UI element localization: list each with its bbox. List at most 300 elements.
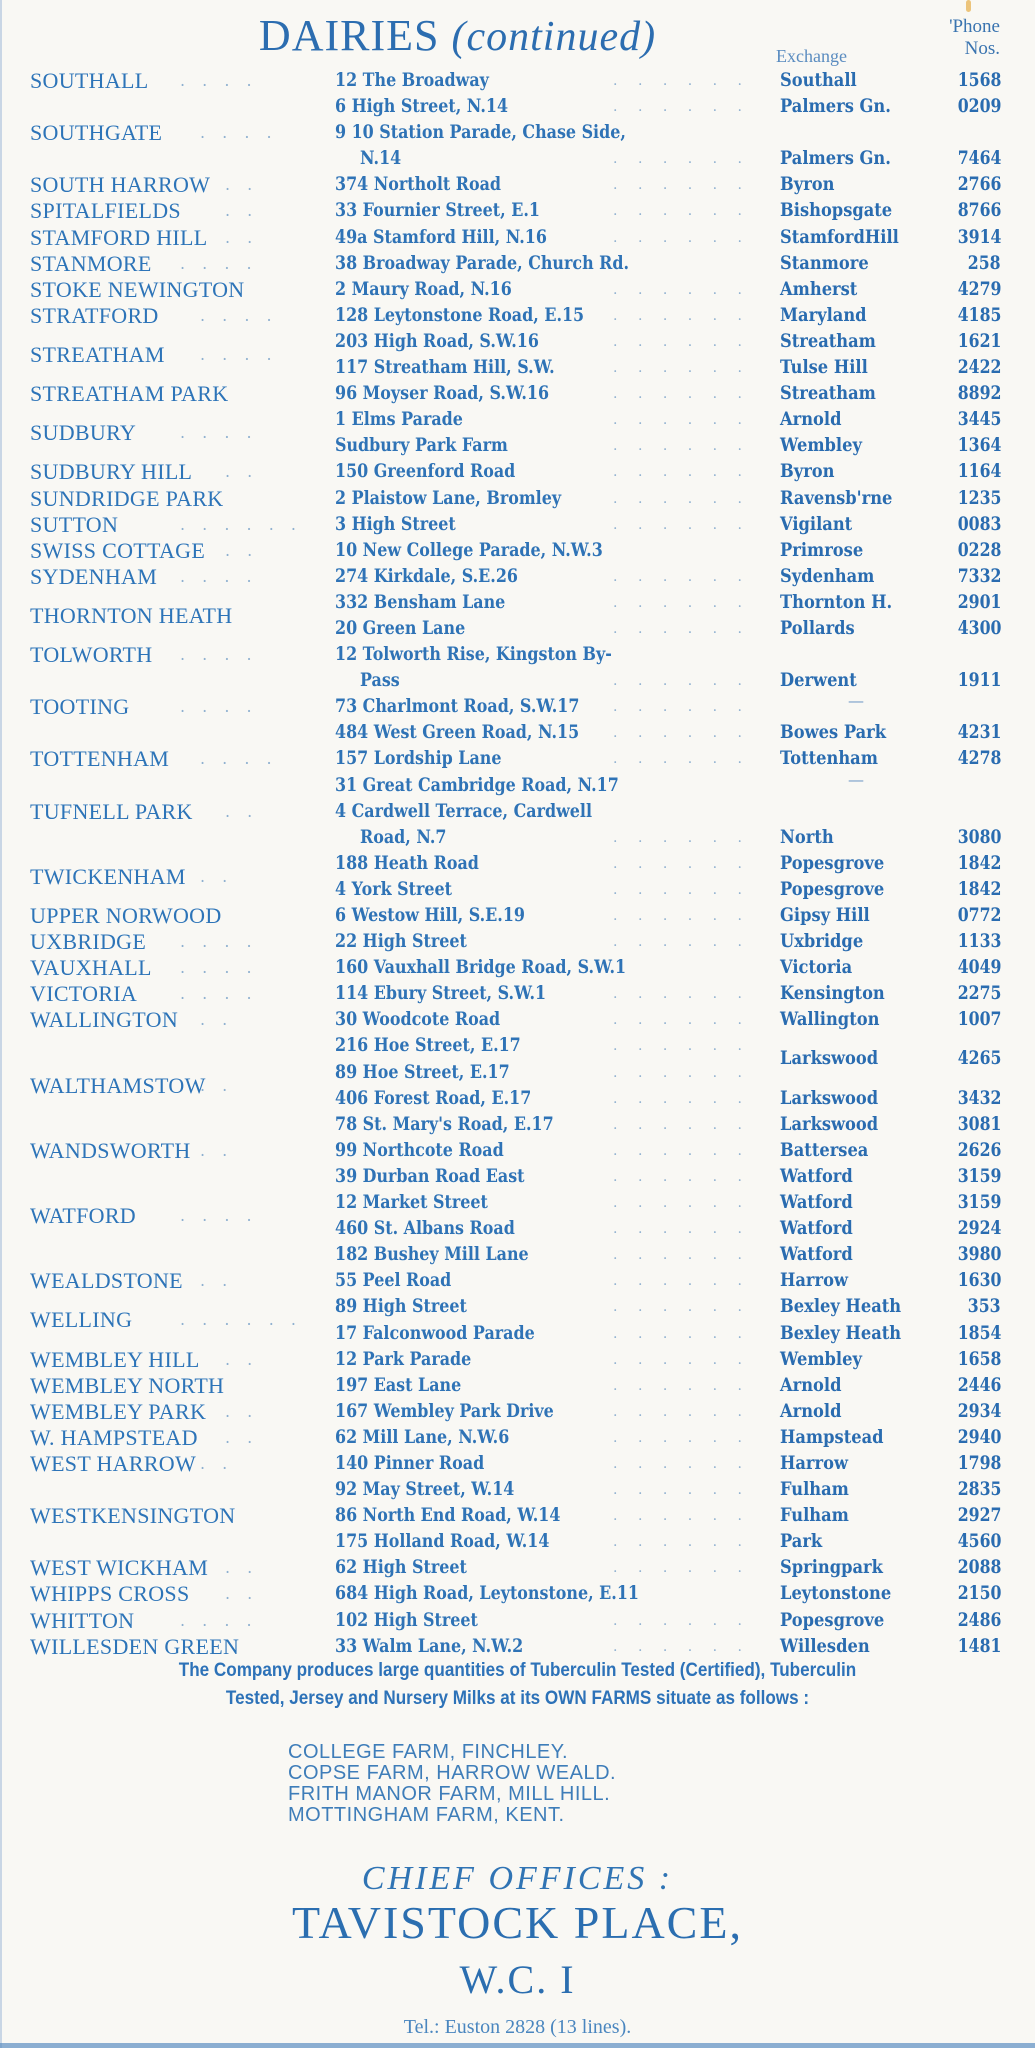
phone-number: 1630 <box>957 1270 1001 1292</box>
leader-dots: . . . . . . <box>613 673 750 690</box>
phone-number: 7332 <box>957 565 1001 587</box>
phone-number: 2835 <box>957 1479 1001 1501</box>
table-row <box>0 1451 1035 1477</box>
district-name: TUFNELL PARK <box>30 798 193 824</box>
phone-number: 3445 <box>957 409 1001 431</box>
district-name: WEMBLEY PARK <box>30 1398 207 1424</box>
dairy-address: 12 The Broadway <box>335 70 489 91</box>
dairy-address: 114 Ebury Street, S.W.1 <box>335 983 547 1005</box>
phone-number: 3914 <box>957 226 1001 248</box>
phone-exchange: Wembley <box>780 1348 862 1370</box>
phone-number: 2901 <box>957 591 1001 613</box>
table-row <box>0 251 1035 277</box>
dairy-address: Road, N.7 <box>360 826 447 848</box>
phone-exchange: Pollards <box>780 617 855 639</box>
farm-item: MOTTINGHAM FARM, KENT. <box>288 1804 565 1826</box>
table-row <box>0 146 1035 172</box>
farms-note-line-2: Tested, Jersey and Nursery Milks at its OWN FARMS situate as follows : <box>225 1688 810 1709</box>
district-name: SOUTH HARROW <box>30 172 211 198</box>
leader-dots: . . . . . . <box>613 1116 750 1133</box>
phone-number: 1854 <box>957 1322 1001 1344</box>
table-row <box>0 486 1035 512</box>
leader-dots: . . . . <box>200 123 278 143</box>
dairy-address: 6 High Street, N.14 <box>335 96 509 118</box>
phone-number: 2626 <box>957 1139 1001 1161</box>
leader-dots: . . . . . . <box>613 1142 750 1159</box>
page-title <box>0 10 1035 61</box>
dairy-address: 6 Westow Hill, S.E.19 <box>335 905 525 926</box>
district-name: WANDSWORTH <box>30 1137 191 1163</box>
phone-exchange: Popesgrove <box>780 852 885 874</box>
table-row <box>0 668 1035 694</box>
phone-exchange: Arnold <box>780 1400 842 1422</box>
phone-exchange: Derwent <box>780 670 857 692</box>
phone-number: 0228 <box>957 539 1001 561</box>
district-name: SUDBURY <box>30 420 137 446</box>
phone-number: 2486 <box>957 1609 1001 1631</box>
phone-number: 4300 <box>957 617 1001 639</box>
phone-exchange: Fulham <box>780 1479 849 1501</box>
table-row <box>0 433 1035 459</box>
leader-dots: . . . . . . <box>613 281 750 298</box>
phone-number: 1842 <box>957 852 1001 874</box>
phone-number: 1621 <box>957 330 1001 352</box>
phone-number: 1133 <box>957 931 1001 953</box>
phone-exchange: Bexley Heath <box>780 1296 902 1318</box>
dairy-address: 62 High Street <box>335 1557 467 1579</box>
chief-offices-heading: CHIEF OFFICES : <box>361 1860 674 1897</box>
table-row <box>0 303 1035 329</box>
phone-exchange: Larkswood <box>780 1087 879 1109</box>
dairy-address: 160 Vauxhall Bridge Road, S.W.1 <box>335 957 627 979</box>
table-row <box>0 1268 1035 1294</box>
dairy-address: N.14 <box>360 148 402 170</box>
table-row <box>0 94 1035 120</box>
phone-exchange: Southall <box>780 70 857 91</box>
dairy-address: 33 Fournier Street, E.1 <box>335 200 540 222</box>
dairy-address: 78 St. Mary's Road, E.17 <box>335 1113 554 1135</box>
dairy-address: 1 Elms Parade <box>335 409 463 431</box>
dairy-address: 17 Falconwood Parade <box>335 1322 535 1344</box>
leader-dots: . . . . . . <box>613 438 750 455</box>
district-name: WEALDSTONE <box>30 1268 183 1294</box>
no-phone-dash: — <box>848 691 864 711</box>
leader-dots: . . . . . . <box>613 1325 750 1342</box>
table-row <box>0 642 1035 668</box>
table-row <box>0 877 1035 903</box>
dairy-address: 10 New College Parade, N.W.3 <box>335 539 603 561</box>
table-row <box>0 68 1035 94</box>
leader-dots: . . <box>200 1140 234 1160</box>
district-name: WALLINGTON <box>30 1007 179 1033</box>
leader-dots: . . <box>225 1558 259 1578</box>
district-name: SWISS COTTAGE <box>30 537 206 563</box>
leader-dots: . . . . . . <box>613 751 750 768</box>
dairy-address: 406 Forest Road, E.17 <box>335 1087 532 1109</box>
leader-dots: . . . . . . <box>613 1377 750 1394</box>
district-name: TWICKENHAM <box>30 863 186 889</box>
dairy-address: 2 Plaistow Lane, Bromley <box>335 487 562 509</box>
phone-number: 3080 <box>957 826 1001 848</box>
leader-dots: . . . . . . <box>613 1299 750 1316</box>
dairy-address: 49a Stamford Hill, N.16 <box>335 226 547 248</box>
phone-exchange: Battersea <box>780 1139 869 1161</box>
district-name: SUTTON <box>30 511 119 537</box>
district-name: SOUTHGATE <box>30 120 163 146</box>
leader-dots: . . . . . . <box>180 1310 302 1330</box>
dairy-address: 39 Durban Road East <box>335 1165 525 1187</box>
leader-dots: . . <box>200 866 234 886</box>
district-name: W. HAMPSTEAD <box>30 1424 198 1450</box>
table-row <box>0 955 1035 981</box>
leader-dots: . . . . . . <box>613 1534 750 1551</box>
dairy-address: 12 Tolworth Rise, Kingston By- <box>335 644 612 666</box>
phone-exchange: Tulse Hill <box>780 357 868 379</box>
leader-dots: . . . . . . <box>613 307 750 324</box>
phone-number: 4185 <box>957 304 1001 326</box>
table-row <box>0 1399 1035 1425</box>
district-name: THORNTON HEATH <box>30 602 233 628</box>
title-suffix: (continued) <box>451 14 657 60</box>
phone-exchange: Byron <box>780 174 835 196</box>
district-name: SOUTHALL <box>30 68 149 93</box>
table-row <box>0 1007 1035 1033</box>
table-row <box>0 1347 1035 1373</box>
phone-number: 1798 <box>957 1452 1001 1474</box>
farm-item: COLLEGE FARM, FINCHLEY. <box>288 1741 569 1763</box>
dairy-address: 62 Mill Lane, N.W.6 <box>335 1426 510 1448</box>
district-name: WEMBLEY HILL <box>30 1346 200 1372</box>
leader-dots: . . . . . . <box>613 1482 750 1499</box>
table-row <box>0 929 1035 955</box>
dairy-address: 55 Peel Road <box>335 1270 452 1292</box>
leader-dots: . . . . . . <box>613 1012 750 1029</box>
phone-exchange: Kensington <box>780 983 885 1005</box>
leader-dots: . . . . . . <box>613 151 750 168</box>
table-row <box>0 1477 1035 1503</box>
leader-dots: . . . . <box>180 1610 258 1630</box>
farm-item: COPSE FARM, HARROW WEALD. <box>288 1762 617 1784</box>
leader-dots: . . . . . . <box>613 1090 750 1107</box>
leader-dots: . . . . . . <box>613 464 750 481</box>
phone-exchange: Park <box>780 1531 823 1553</box>
dairy-address: 128 Leytonstone Road, E.15 <box>335 304 585 326</box>
phone-number: 1364 <box>957 435 1001 457</box>
phone-number: 2934 <box>957 1400 1001 1422</box>
leader-dots: . . . . . . <box>613 934 750 951</box>
phone-number: 7464 <box>957 148 1001 170</box>
phone-number: 2446 <box>957 1374 1001 1396</box>
phone-exchange: North <box>780 826 834 848</box>
dairy-address: 216 Hoe Street, E.17 <box>335 1035 521 1057</box>
phone-number: 3432 <box>957 1087 1001 1109</box>
district-name: SUDBURY HILL <box>30 459 193 485</box>
phone-number: 2766 <box>957 174 1001 196</box>
phone-exchange: Springpark <box>780 1557 883 1579</box>
leader-dots: . . . . . . <box>613 829 750 846</box>
dairy-address: 4 Cardwell Terrace, Cardwell <box>335 800 593 822</box>
phone-number: 3980 <box>957 1244 1001 1266</box>
table-row <box>0 1634 1035 1660</box>
phone-exchange: Larkswood <box>780 1113 879 1135</box>
phone-exchange: Primrose <box>780 539 864 561</box>
dairy-address: 33 Walm Lane, N.W.2 <box>335 1635 524 1657</box>
no-phone-dash: — <box>848 769 864 789</box>
district-name: VICTORIA <box>30 981 138 1007</box>
dairy-address: 167 Wembley Park Drive <box>335 1400 554 1422</box>
leader-dots: . . <box>225 175 259 195</box>
dairy-address: 12 Park Parade <box>335 1348 472 1370</box>
phone-exchange: Larkswood <box>780 1048 879 1070</box>
phone-exchange: Ravensb'rne <box>780 487 893 509</box>
district-name: WESTKENSINGTON <box>30 1503 236 1529</box>
leader-dots: . . <box>200 1453 234 1473</box>
leader-dots: . . . . . . <box>613 881 750 898</box>
phone-number: 2275 <box>957 983 1001 1005</box>
district-name: STANMORE <box>30 250 152 276</box>
leader-dots: . . . . . . <box>613 1612 750 1629</box>
leader-dots: . . . . <box>180 423 258 443</box>
phone-number: 2927 <box>957 1505 1001 1527</box>
phone-exchange: Uxbridge <box>780 931 864 953</box>
dairy-address: 274 Kirkdale, S.E.26 <box>335 565 518 587</box>
district-name: STOKE NEWINGTON <box>30 276 245 302</box>
district-name: WHIPPS CROSS <box>30 1581 190 1607</box>
farms-list <box>288 1742 616 1826</box>
phone-number: 1007 <box>957 1009 1001 1031</box>
dairy-address: 96 Moyser Road, S.W.16 <box>335 383 550 405</box>
phone-exchange: Watford <box>780 1192 853 1214</box>
leader-dots: . . . . . . <box>613 986 750 1003</box>
dairy-address: 188 Heath Road <box>335 852 479 874</box>
leader-dots: . . . . . . <box>613 490 750 507</box>
table-row <box>0 616 1035 642</box>
table-row <box>0 1033 1035 1070</box>
phone-exchange: Popesgrove <box>780 1609 885 1631</box>
phone-number: 1911 <box>957 670 1001 692</box>
leader-dots: . . <box>225 462 259 482</box>
leader-dots: . . <box>225 227 259 247</box>
leader-dots: . . <box>225 1401 259 1421</box>
phone-exchange: Gipsy Hill <box>780 905 870 926</box>
leader-dots: . . . . . . <box>613 1638 750 1655</box>
phone-number: 8892 <box>957 383 1001 405</box>
phone-number: 4560 <box>957 1531 1001 1553</box>
leader-dots: . . . . <box>200 344 278 364</box>
district-name: WALTHAMSTOW <box>30 1072 206 1098</box>
leader-dots: . . . . . . <box>613 386 750 403</box>
dairy-address: 157 Lordship Lane <box>335 748 502 770</box>
phone-number: 3081 <box>957 1113 1001 1135</box>
phone-number: 2088 <box>957 1557 1001 1579</box>
table-row <box>0 825 1035 851</box>
table-row <box>0 981 1035 1007</box>
leader-dots: . . <box>225 1427 259 1447</box>
chief-offices-telephone: Tel.: Euston 2828 (13 lines). <box>403 2016 632 2038</box>
leader-dots: . . . . . . <box>613 1429 750 1446</box>
leader-dots: . . . . . . <box>613 1168 750 1185</box>
leader-dots: . . . . . . <box>180 514 302 534</box>
phone-exchange: Palmers Gn. <box>780 96 891 118</box>
district-name: WELLING <box>30 1307 133 1333</box>
table-row <box>0 799 1035 825</box>
leader-dots: . . . . <box>180 984 258 1004</box>
district-name: TOOTING <box>30 694 130 720</box>
dairy-address: 89 High Street <box>335 1296 467 1318</box>
leader-dots: . . . . . . <box>613 360 750 377</box>
leader-dots: . . . . . . <box>613 1221 750 1238</box>
leader-dots: . . . . . . <box>613 699 750 716</box>
district-name: STREATHAM PARK <box>30 381 229 407</box>
dairy-address: 117 Streatham Hill, S.W. <box>335 357 555 379</box>
phone-exchange: Bishopsgate <box>780 200 893 222</box>
dairy-address: 2 Maury Road, N.16 <box>335 278 512 300</box>
dairy-address: Sudbury Park Farm <box>335 435 508 457</box>
chief-offices-address-line-1: TAVISTOCK PLACE, <box>292 1897 743 1948</box>
dairy-address: 4 York Street <box>335 878 452 900</box>
district-name: VAUXHALL <box>30 955 152 981</box>
table-row <box>0 1086 1035 1112</box>
table-row <box>0 769 1035 799</box>
column-header-phone <box>940 16 1000 60</box>
leader-dots: . . . . . . <box>613 725 750 742</box>
phone-number: 1568 <box>957 70 1001 91</box>
table-row <box>0 512 1035 538</box>
leader-dots: . . . . . . <box>613 568 750 585</box>
leader-dots: . . . . . . <box>613 516 750 533</box>
district-name: STREATHAM <box>30 341 165 367</box>
phone-exchange: Arnold <box>780 1374 842 1396</box>
leader-dots: . . . . . . <box>613 177 750 194</box>
district-name: WEST HARROW <box>30 1450 197 1476</box>
table-row <box>0 1581 1035 1607</box>
dairy-address: 332 Bensham Lane <box>335 591 506 613</box>
leader-dots: . . . . . . <box>613 1351 750 1368</box>
table-row <box>0 691 1035 720</box>
table-row <box>0 1503 1035 1529</box>
table-row <box>0 1112 1035 1138</box>
dairy-address: 684 High Road, Leytonstone, E.11 <box>335 1583 639 1605</box>
table-row <box>0 381 1035 407</box>
phone-number: 0083 <box>957 513 1001 535</box>
leader-dots: . . . . <box>180 566 258 586</box>
phone-exchange: Tottenham <box>780 748 878 770</box>
phone-number: 4279 <box>957 278 1001 300</box>
leader-dots: . . . . . . <box>613 229 750 246</box>
leader-dots: . . . . <box>180 932 258 952</box>
phone-number: 3159 <box>957 1165 1001 1187</box>
leader-dots: . . <box>200 1010 234 1030</box>
table-row <box>0 1321 1035 1347</box>
phone-exchange: Streatham <box>780 330 876 352</box>
table-row <box>0 1242 1035 1268</box>
leader-dots: . . <box>225 540 259 560</box>
leader-dots: . . <box>225 801 259 821</box>
phone-number: 2422 <box>957 357 1001 379</box>
district-name: STRATFORD <box>30 302 159 328</box>
leader-dots: . . . . <box>180 958 258 978</box>
district-name: WEST WICKHAM <box>30 1555 209 1581</box>
phone-exchange: Thornton H. <box>780 591 893 613</box>
dairy-address: 92 May Street, W.14 <box>335 1479 515 1501</box>
leader-dots: . . . . . . <box>613 1403 750 1420</box>
dairy-address: 460 St. Albans Road <box>335 1218 515 1240</box>
phone-exchange: Wembley <box>780 435 862 457</box>
leader-dots: . . . . . . <box>613 99 750 116</box>
phone-exchange: Bexley Heath <box>780 1322 902 1344</box>
phone-number: 0209 <box>957 96 1001 118</box>
table-row <box>0 1373 1035 1399</box>
table-row <box>0 1138 1035 1164</box>
dairy-address: 31 Great Cambridge Road, N.17 <box>335 774 619 796</box>
phone-number: 4265 <box>957 1048 1001 1070</box>
phone-exchange: Stanmore <box>780 252 869 274</box>
phone-exchange: Maryland <box>780 304 867 326</box>
leader-dots: . . . . <box>180 71 258 90</box>
table-row <box>0 1555 1035 1581</box>
chief-offices-address-line-2: W.C. I <box>459 1957 576 2002</box>
table-row <box>0 538 1035 564</box>
leader-dots: . . . . . . <box>613 1455 750 1472</box>
phone-number: 2924 <box>957 1218 1001 1240</box>
dairy-address: 374 Northolt Road <box>335 174 502 196</box>
table-row <box>0 198 1035 224</box>
district-name: WEMBLEY NORTH <box>30 1372 225 1398</box>
phone-number: 353 <box>968 1296 1001 1318</box>
dairy-address: 12 Market Street <box>335 1192 488 1214</box>
dairy-address: 484 West Green Road, N.15 <box>335 722 580 744</box>
leader-dots: . . <box>200 1075 234 1095</box>
phone-number: 4231 <box>957 722 1001 744</box>
leader-dots: . . . . . . <box>613 908 750 924</box>
district-name: UXBRIDGE <box>30 929 147 955</box>
dairy-address: 3 High Street <box>335 513 456 535</box>
table-row <box>0 1608 1035 1634</box>
dairy-address: 22 High Street <box>335 931 467 953</box>
leader-dots: . . . . . . <box>613 412 750 429</box>
leader-dots: . . . . . . <box>613 1064 750 1081</box>
phone-exchange: Arnold <box>780 409 842 431</box>
dairy-address: 73 Charlmont Road, S.W.17 <box>335 696 580 718</box>
table-row <box>0 329 1035 367</box>
phone-number: 8766 <box>957 200 1001 222</box>
leader-dots: . . . . . . <box>613 1560 750 1577</box>
dairy-address: 140 Pinner Road <box>335 1452 485 1474</box>
phone-number: 1658 <box>957 1348 1001 1370</box>
dairy-listing <box>0 68 1035 1660</box>
phone-number: 2150 <box>957 1583 1001 1605</box>
phone-exchange: Watford <box>780 1218 853 1240</box>
phone-exchange: Willesden <box>780 1635 870 1657</box>
phone-number: 4278 <box>957 748 1001 770</box>
phone-exchange: Watford <box>780 1244 853 1266</box>
leader-dots: . . . . <box>180 697 258 717</box>
dairy-address: Pass <box>360 670 400 692</box>
table-row <box>0 1216 1035 1242</box>
table-row <box>0 459 1035 485</box>
column-header-phone-line1: 'Phone <box>949 16 1000 37</box>
phone-number: 1481 <box>957 1635 1001 1657</box>
phone-number: 1235 <box>957 487 1001 509</box>
leader-dots: . . . . <box>200 305 278 325</box>
phone-exchange: Victoria <box>780 957 853 979</box>
phone-exchange: Amherst <box>780 278 858 300</box>
phone-number: 0772 <box>957 905 1001 926</box>
dairy-address: 20 Green Lane <box>335 617 466 639</box>
dairy-address: 30 Woodcote Road <box>335 1009 501 1031</box>
leader-dots: . . . . . . <box>613 594 750 611</box>
leader-dots: . . . . . . <box>613 333 750 350</box>
